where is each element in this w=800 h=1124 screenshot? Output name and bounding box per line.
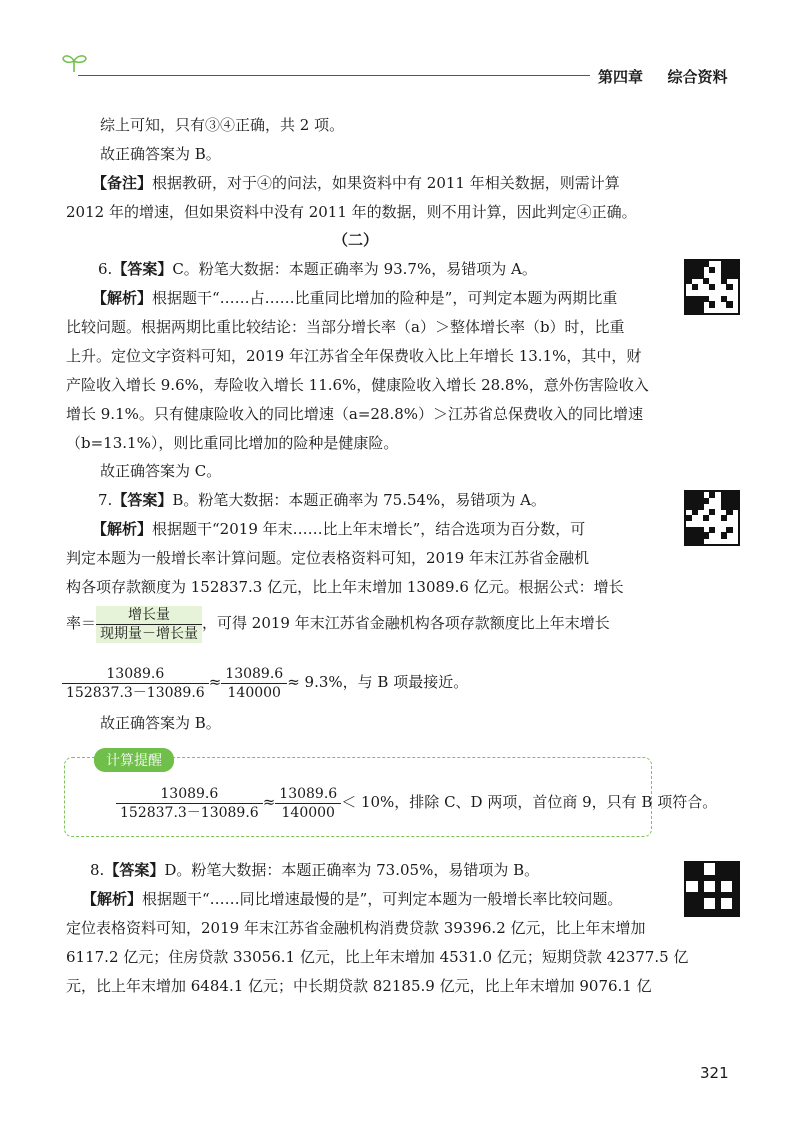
text-line: 判定本题为一般增长率计算问题。定位表格资料可知，2019 年末江苏省金融机 <box>66 549 589 567</box>
text-line: 7.【答案】B。粉笔大数据：本题正确率为 75.54%，易错项为 A。 <box>98 491 546 509</box>
text-line: 【解析】根据题干“……同比增速最慢的是”，可判定本题为一般增长率比较问题。 <box>82 890 623 908</box>
text-line: 【解析】根据题干“2019 年末……比上年末增长”，结合选项为百分数，可 <box>92 520 586 538</box>
text-line: 8.【答案】D。粉笔大数据：本题正确率为 73.05%，易错项为 B。 <box>90 861 540 879</box>
qr-module <box>726 509 732 515</box>
text-line: 产险收入增长 9.6%，寿险收入增长 11.6%，健康险收入增长 28.8%，意外伤害险收入 <box>66 376 649 394</box>
fraction: $\frac{13089.6}{140000}$ <box>275 785 341 822</box>
qr-code-icon[interactable] <box>684 259 740 315</box>
qr-code-icon[interactable] <box>684 861 740 917</box>
qr-module <box>721 515 727 521</box>
text-line: 【解析】根据题干“……占……比重同比增加的险种是”，可判定本题为两期比重 <box>92 289 618 307</box>
qr-module <box>726 527 732 533</box>
text-line: 2012 年的增速，但如果资料中没有 2011 年的数据，则不用计算，因此判定④正确。 <box>66 203 637 221</box>
qr-module <box>726 301 732 307</box>
answer-tag: 【答案】 <box>112 260 173 278</box>
qr-module <box>709 267 715 273</box>
qr-module <box>703 498 709 504</box>
qr-module <box>709 492 715 498</box>
qr-module <box>703 532 709 538</box>
analysis-tag: 【解析】 <box>92 289 153 307</box>
text-line: 比较问题。根据两期比重比较结论：当部分增长率（a）＞整体增长率（b）时，比重 <box>66 318 625 336</box>
text-line: 故正确答案为 C。 <box>100 462 222 480</box>
tip-title: 计算提醒 <box>94 748 174 772</box>
qr-module <box>709 284 715 290</box>
qr-module <box>703 515 709 521</box>
analysis-tag: 【解析】 <box>92 520 153 538</box>
text-line: （b=13.1%），则比重同比增加的险种是健康险。 <box>66 434 399 452</box>
text-line: 故正确答案为 B。 <box>100 714 221 732</box>
qr-module <box>709 301 715 307</box>
qr-code-icon[interactable] <box>684 490 740 546</box>
qr-module <box>686 515 692 521</box>
section-heading: （二） <box>333 231 379 249</box>
qr-module <box>732 909 738 915</box>
text-line: 增长 9.1%。只有健康险收入的同比增速（a=28.8%）＞江苏省总保费收入的同比增速 <box>66 405 644 423</box>
formula-line: 率＝ $\frac{\text{增长量}}{\text{现期量－增长量}}$ ，可得 2019 年末江苏省金融机构各项存款额度比上年末增长 <box>66 606 610 642</box>
qr-module <box>692 509 698 515</box>
text-line: 6117.2 亿元；住房贷款 33056.1 亿元，比上年末增加 4531.0 亿元；短期贷款 42377.5 亿 <box>66 948 689 966</box>
fraction: $\frac{13089.6}{140000}$ <box>221 665 287 702</box>
tip-formula: $\frac{13089.6}{152837.3-13089.6}$ ≈ $\frac{13089.6}{140000}$ ＜ 10%，排除 C、D 两项，首位商 9，只有 B 项符合。 <box>116 780 717 824</box>
text-line: 上升。定位文字资料可知，2019 年江苏省全年保费收入比上年增长 13.1%，其中，财 <box>66 347 642 365</box>
qr-module <box>721 532 727 538</box>
qr-module <box>732 504 738 510</box>
page-number: 321 <box>700 1064 729 1082</box>
chapter-title <box>598 66 728 87</box>
analysis-tag: 【解析】 <box>82 890 143 908</box>
qr-module <box>692 284 698 290</box>
text-line: 6.【答案】C。粉笔大数据：本题正确率为 93.7%，易错项为 A。 <box>98 260 537 278</box>
fraction: $\frac{13089.6}{152837.3-13089.6}$ <box>116 785 263 822</box>
qr-module <box>726 284 732 290</box>
text-line: 构各项存款额度为 152837.3 亿元，比上年末增加 13089.6 亿元。根据公式：增长 <box>66 578 624 596</box>
qr-module <box>709 527 715 533</box>
section-label: 综合资料 <box>667 68 728 86</box>
answer-tag: 【答案】 <box>104 861 165 879</box>
qr-module <box>732 273 738 279</box>
qr-module <box>709 509 715 515</box>
text-line: 定位表格资料可知，2019 年末江苏省金融机构消费贷款 39396.2 亿元，比上年末增加 <box>66 919 646 937</box>
fraction: $\frac{13089.6}{152837.3-13089.6}$ <box>62 665 209 702</box>
text-line: 【备注】根据教研，对于④的问法，如果资料中有 2011 年相关数据，则需计算 <box>92 174 620 192</box>
note-tag: 【备注】 <box>92 174 153 192</box>
formula-line: $\frac{13089.6}{152837.3-13089.6}$ ≈ $\frac{13089.6}{140000}$ ≈ 9.3%，与 B 项最接近。 <box>62 660 468 704</box>
qr-module <box>698 504 704 510</box>
qr-module <box>698 307 704 313</box>
chapter-label: 第四章 <box>598 68 644 86</box>
text-line: 元，比上年末增加 6484.1 亿元；中长期贷款 82185.9 亿元，比上年末增加 9076.1 亿 <box>66 977 652 995</box>
text-line: 综上可知，只有③④正确，共 2 项。 <box>100 116 345 134</box>
header-rule <box>78 75 590 76</box>
growth-rate-fraction: $\frac{\text{增长量}}{\text{现期量－增长量}}$ <box>96 606 202 643</box>
answer-tag: 【答案】 <box>112 491 173 509</box>
sprout-icon <box>60 52 90 74</box>
qr-module <box>698 538 704 544</box>
text-line: 故正确答案为 B。 <box>100 145 221 163</box>
